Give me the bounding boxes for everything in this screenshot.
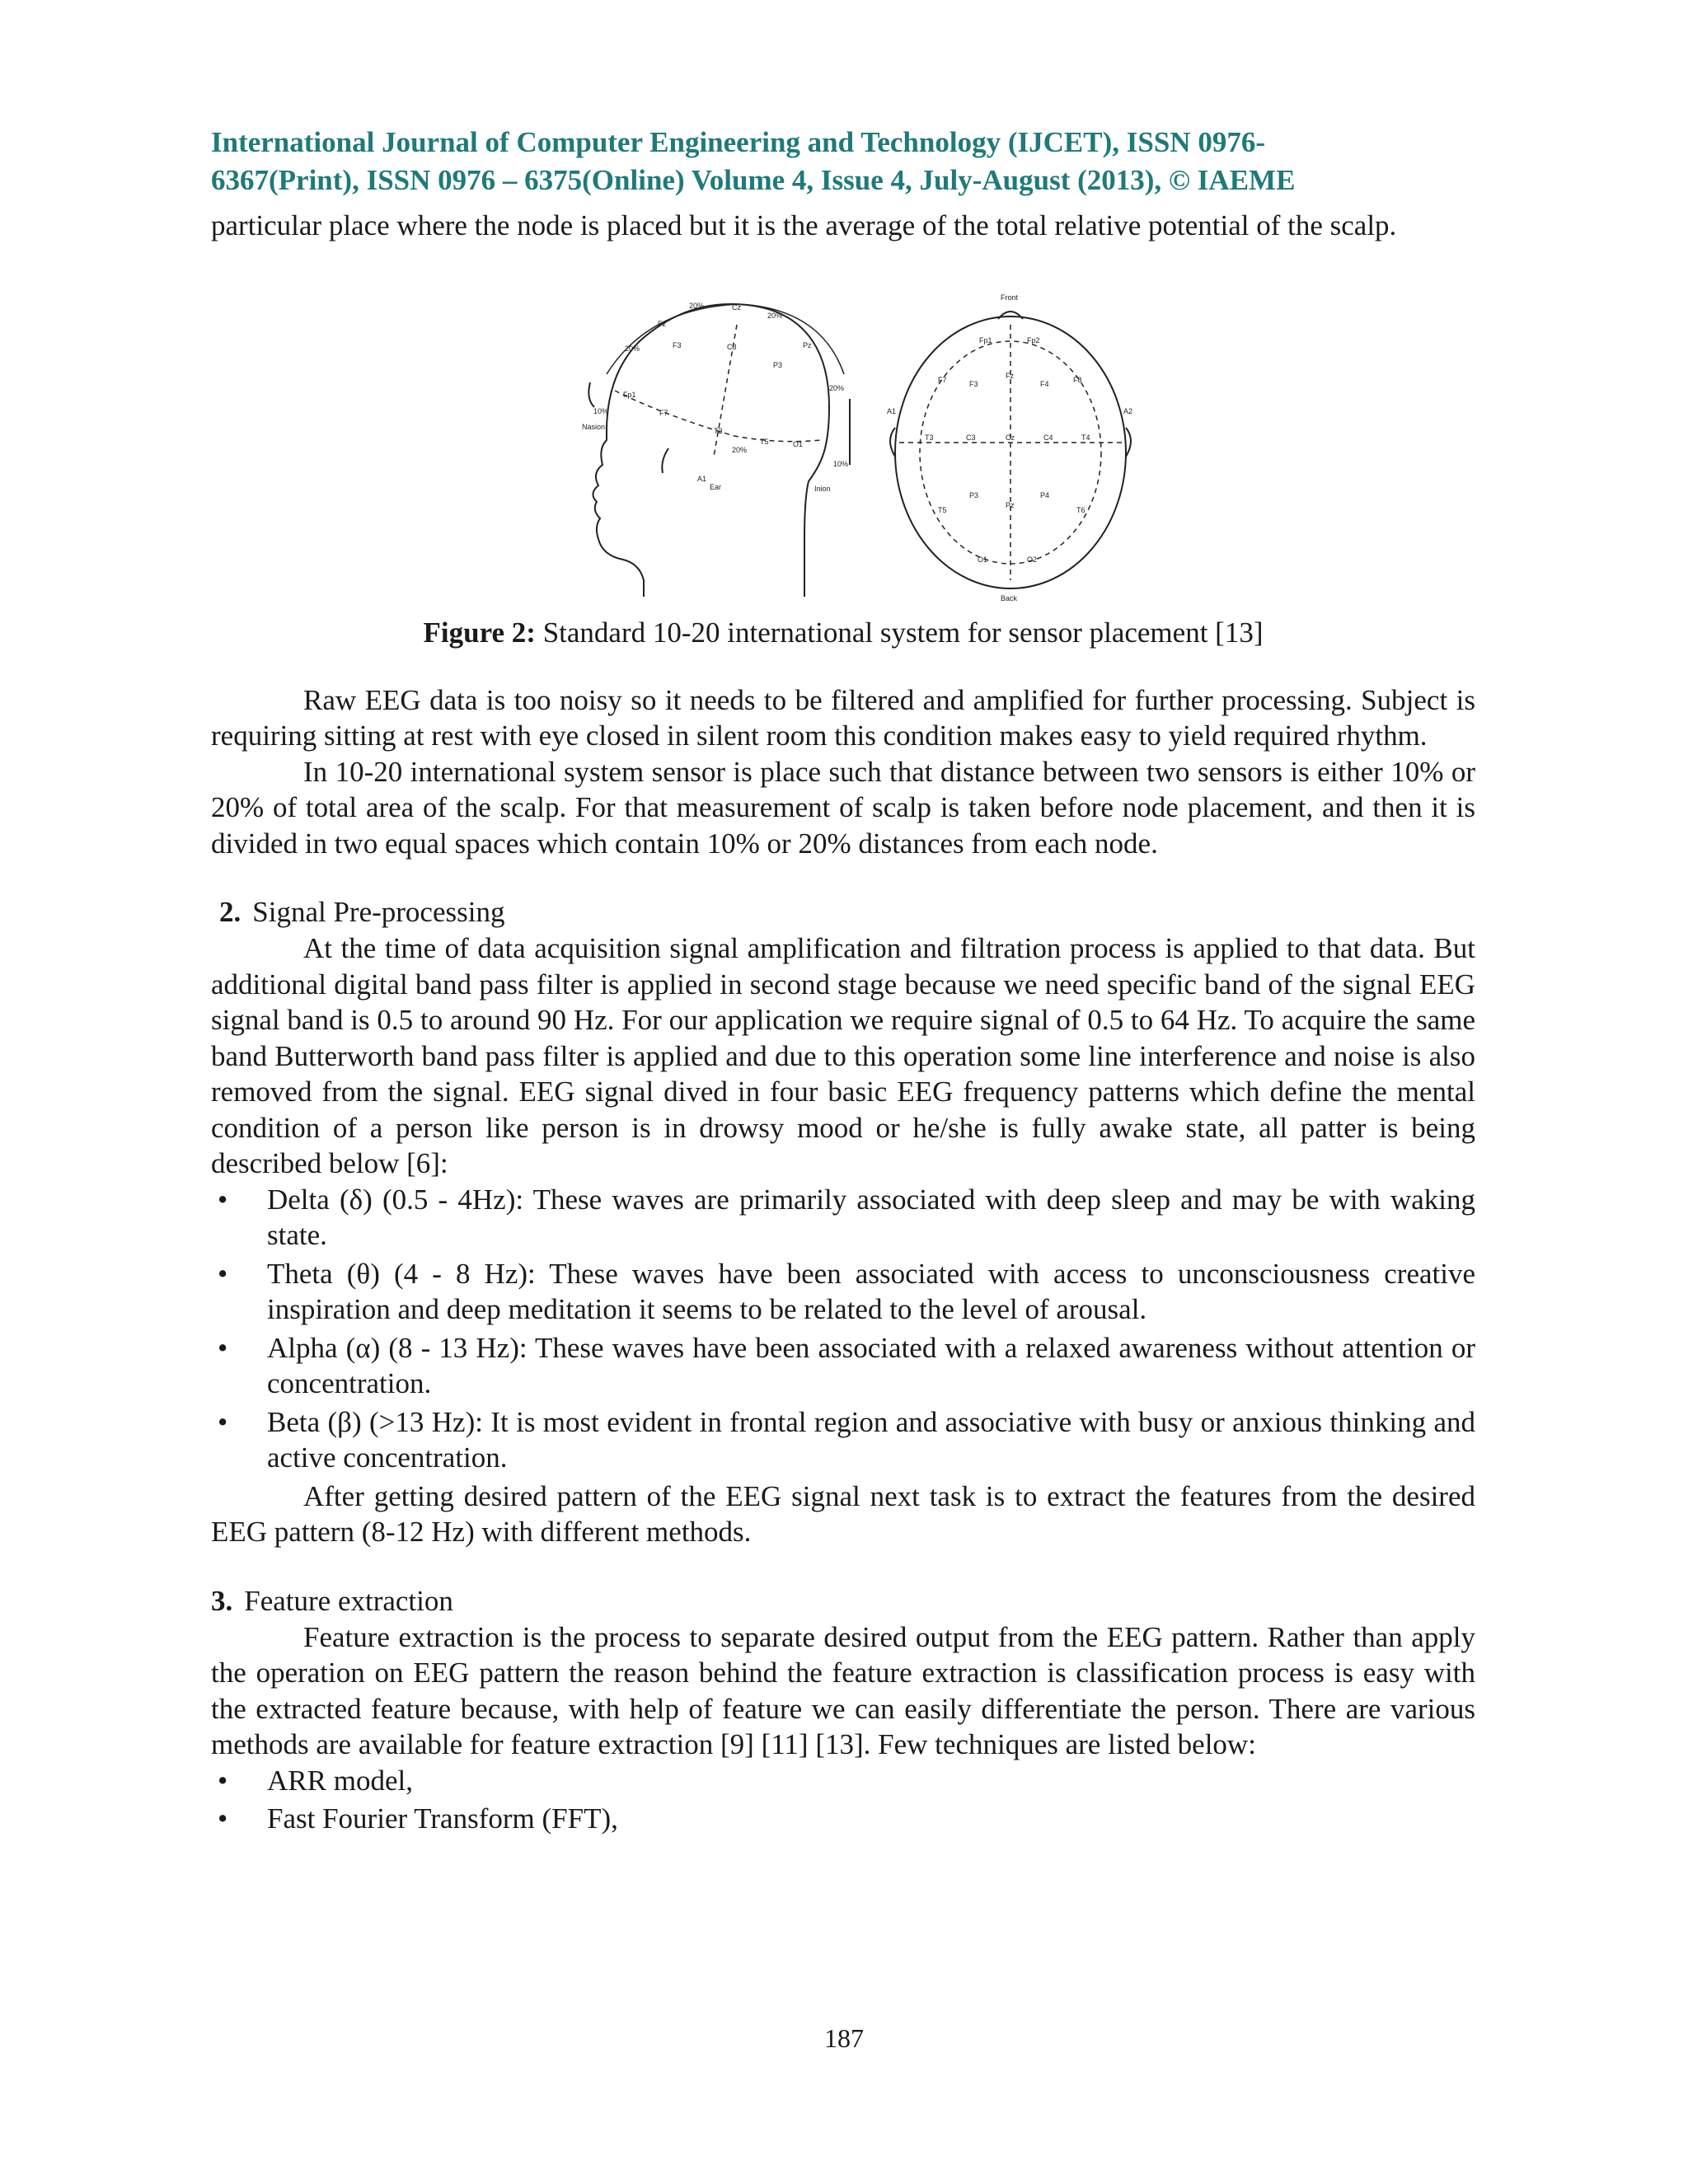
list-item: • ARR model, [218, 1764, 413, 1797]
side-label: A1 [697, 474, 707, 483]
side-view-guides [615, 325, 821, 457]
journal-header-line-2: 6367(Print), ISSN 0976 – 6375(Online) Volume 4, Issue 4, July-August (2013), © IAEME [211, 164, 1296, 196]
journal-header [211, 124, 1475, 199]
side-label: F3 [673, 340, 682, 349]
top-label: A1 [887, 406, 897, 415]
section-2-heading [211, 894, 1475, 930]
top-label: T4 [1081, 433, 1090, 442]
top-label: C4 [1043, 433, 1053, 442]
eeg-electrode-diagram [582, 292, 1159, 605]
side-label: Fp1 [623, 390, 636, 399]
page-content [211, 124, 1475, 1840]
side-label: T3 [714, 426, 723, 435]
side-label: F7 [659, 408, 668, 417]
paragraph-10-20-system: In 10-20 international system sensor is place such that distance between two sensors is either 10% or 20% of total area of the scalp. For that measurement of scalp is taken before node placement, and then it is divided in two equal spaces which contain 10% or 20% distances from each node. [211, 755, 1475, 860]
top-view-guides [899, 325, 1122, 580]
top-label: F4 [1040, 379, 1049, 388]
side-label: P3 [773, 360, 783, 369]
intro-paragraph: particular place where the node is placed but it is the average of the total relative potential of the scalp. [211, 209, 1397, 241]
top-label: C3 [966, 433, 976, 442]
figure-caption-text: Standard 10-20 international system for sensor placement [13] [535, 616, 1264, 649]
side-label: Fz [658, 319, 666, 328]
eeg-band-list [211, 1182, 1475, 1476]
section-2-closing-paragraph: After getting desired pattern of the EEG signal next task is to extract the features from the desired EEG pattern (8-12 Hz) with different methods. [211, 1479, 1475, 1548]
list-item: • Delta (δ) (0.5 - 4Hz): These waves are primarily associated with deep sleep and may be with waking state. [218, 1183, 1475, 1251]
side-label: 20% [689, 301, 705, 310]
figure-caption-label: Figure 2: [423, 616, 536, 649]
side-label: 20% [767, 311, 783, 320]
top-label: T5 [938, 505, 947, 514]
section-2-title: Signal Pre-processing [252, 896, 505, 928]
list-item: • Theta (θ) (4 - 8 Hz): These waves have been associated with access to unconsciousness creative inspiration and deep meditation it seems to be related to the level of arousal. [218, 1257, 1475, 1325]
side-label: 20% [829, 383, 845, 392]
section-2-number: 2. [219, 896, 241, 928]
side-label: T5 [760, 437, 769, 446]
top-label: O1 [978, 555, 988, 564]
list-item: • Beta (β) (>13 Hz): It is most evident in frontal region and associative with busy or anxious thinking and active concentration. [218, 1405, 1475, 1474]
top-label: P3 [969, 490, 979, 499]
top-label: F7 [938, 375, 947, 384]
top-label: Front [1001, 293, 1019, 302]
section-3-number: 3. [211, 1584, 233, 1617]
top-label: F8 [1073, 375, 1082, 384]
top-label: T6 [1076, 505, 1085, 514]
side-label: 20% [625, 344, 640, 353]
paragraph-raw-eeg: Raw EEG data is too noisy so it needs to be filtered and amplified for further processing. Subject is requiring sitting at rest with eye closed in silent room this condition makes easy to yield required rhythm. [211, 683, 1475, 752]
side-label: 10% [833, 459, 849, 468]
top-label: F3 [969, 379, 978, 388]
figure-2 [582, 292, 1159, 605]
side-label: 20% [732, 445, 748, 454]
top-label: Fp1 [979, 335, 992, 344]
top-label: A2 [1123, 406, 1133, 415]
top-label: Pz [1006, 500, 1015, 509]
side-label: Inion [814, 484, 831, 493]
side-label: Pz [803, 340, 812, 349]
top-label: Fp2 [1027, 335, 1040, 344]
section-3-title: Feature extraction [244, 1584, 453, 1617]
side-label: O1 [793, 439, 804, 448]
side-label: 10% [593, 406, 609, 415]
side-label: Ear [710, 482, 722, 491]
feature-technique-list [211, 1763, 1475, 1837]
top-label: P4 [1040, 490, 1050, 499]
side-label: Cz [732, 302, 741, 312]
side-label: C3 [727, 342, 737, 351]
figure-caption [211, 615, 1475, 651]
list-item: • Alpha (α) (8 - 13 Hz): These waves have been associated with a relaxed awareness without attention or concentration. [218, 1331, 1475, 1399]
section-2-paragraph: At the time of data acquisition signal amplification and filtration process is applied to that data. But additional digital band pass filter is applied in second stage because we need specific band of the signal EEG signal band is 0.5 to around 90 Hz. For our application we require signal of 0.5 to 64 Hz. To acquire the same band Butterworth band pass filter is applied and due to this operation some line interference and noise is also removed from the signal. EEG signal dived in four basic EEG frequency patterns which define the mental condition of a person like person is in drowsy mood or he/she is fully awake state, all patter is being described below [6]: [211, 932, 1475, 1179]
top-label: Fz [1006, 371, 1014, 380]
page-number: 187 [824, 2023, 864, 2053]
top-label: O2 [1027, 555, 1038, 564]
top-label: T3 [925, 433, 934, 442]
section-3-heading [211, 1583, 1475, 1619]
list-item: • Fast Fourier Transform (FFT), [218, 1802, 618, 1835]
top-label: Cz [1006, 433, 1015, 442]
side-label: Nasion [582, 422, 606, 431]
top-label: Back [1001, 593, 1018, 602]
section-3-paragraph: Feature extraction is the process to separate desired output from the EEG pattern. Rather than apply the operation on EEG pattern the reason behind the feature extraction is classification process is easy with the extracted feature because, with help of feature we can easily differentiate the person. There are various methods are available for feature extraction [9] [11] [13]. Few techniques are listed below: [211, 1620, 1475, 1760]
journal-header-line-1: International Journal of Computer Engineering and Technology (IJCET), ISSN 0976- [211, 126, 1265, 158]
